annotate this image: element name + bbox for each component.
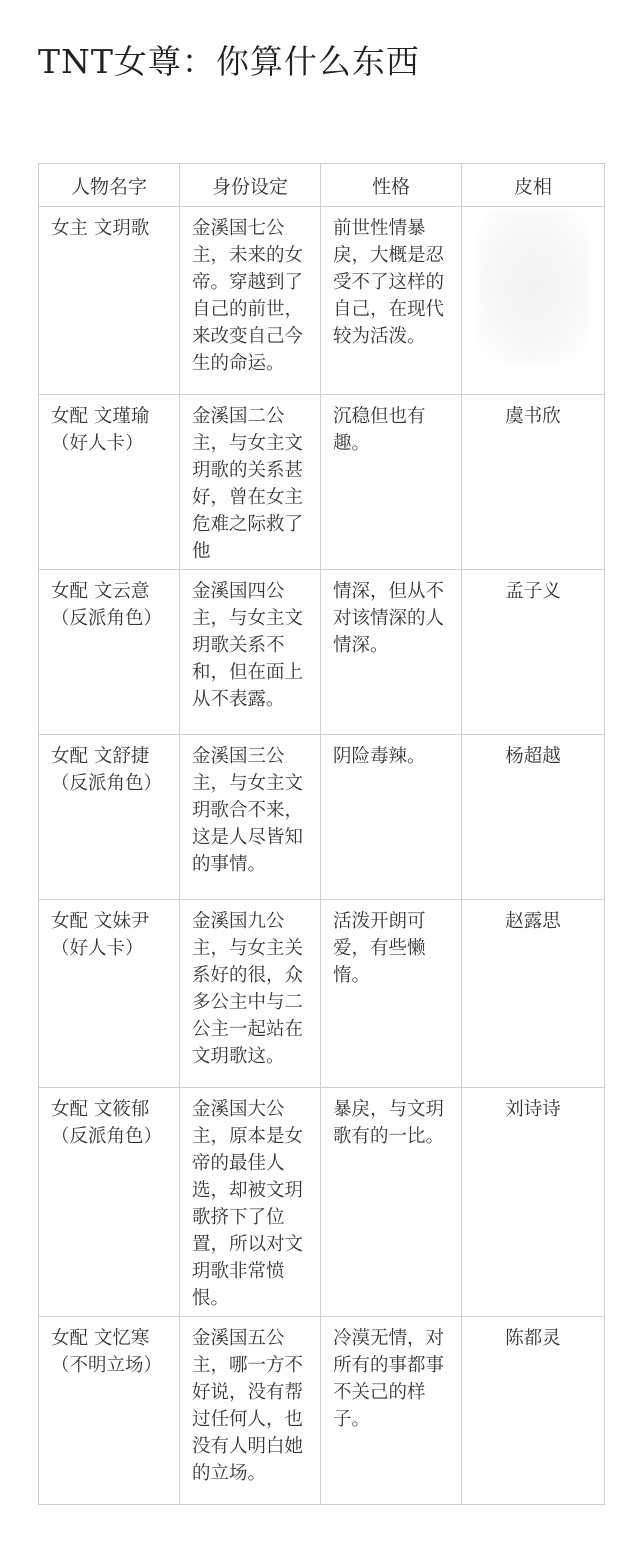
identity-text: 金溪国四公主，与女主文玥歌关系不和，但在面上从不表露。	[192, 581, 304, 710]
cell-name	[39, 900, 180, 1088]
cell-identity	[180, 1317, 321, 1505]
cell-identity	[180, 570, 321, 735]
name-text: 女配 文瑾瑜（好人卡）	[51, 406, 150, 454]
table-row	[39, 570, 605, 735]
cell-actor	[462, 570, 605, 735]
personality-text: 沉稳但也有趣。	[333, 406, 426, 454]
personality-text: 阴险毒辣。	[333, 746, 426, 767]
header-identity: 身份设定	[180, 164, 321, 207]
actor-text: 陈都灵	[505, 1328, 561, 1349]
name-text: 女主 文玥歌	[51, 218, 150, 239]
cell-actor	[462, 735, 605, 900]
cell-identity	[180, 900, 321, 1088]
actor-text: 杨超越	[505, 746, 561, 767]
identity-text: 金溪国五公主，哪一方不好说，没有帮过任何人，也没有人明白她的立场。	[192, 1328, 304, 1484]
actor-text: 刘诗诗	[505, 1099, 561, 1120]
table-row	[39, 735, 605, 900]
personality-text: 活泼开朗可爱，有些懒惰。	[333, 911, 426, 986]
personality-text: 情深，但从不对该情深的人情深。	[333, 581, 445, 656]
personality-text: 前世性情暴戾，大概是忍受不了这样的自己，在现代较为活泼。	[333, 218, 445, 347]
personality-text: 冷漠无情，对所有的事都事不关己的样子。	[333, 1328, 445, 1430]
cell-personality	[321, 735, 462, 900]
cell-personality	[321, 1317, 462, 1505]
cell-actor	[462, 900, 605, 1088]
cell-personality	[321, 900, 462, 1088]
actor-text: 孟子义	[505, 581, 561, 602]
blurred-photo	[478, 211, 588, 361]
identity-text: 金溪国三公主，与女主文玥歌合不来，这是人尽皆知的事情。	[192, 746, 304, 875]
name-text: 女配 文忆寒（不明立场）	[51, 1328, 163, 1376]
header-personality: 性格	[321, 164, 462, 207]
header-actor: 皮相	[462, 164, 605, 207]
table-row	[39, 207, 605, 395]
name-text: 女配 文筱郁（反派角色）	[51, 1099, 163, 1147]
name-text: 女配 文妹尹（好人卡）	[51, 911, 150, 959]
character-table	[38, 163, 605, 1505]
cell-name	[39, 735, 180, 900]
actor-text: 虞书欣	[505, 406, 561, 427]
cell-name	[39, 207, 180, 395]
page-title: TNT女尊：你算什么东西	[38, 42, 420, 81]
identity-text: 金溪国七公主，未来的女帝。穿越到了自己的前世，来改变自己今生的命运。	[192, 218, 304, 374]
name-text: 女配 文舒捷（反派角色）	[51, 746, 163, 794]
cell-actor	[462, 1317, 605, 1505]
cell-actor	[462, 207, 605, 395]
identity-text: 金溪国二公主，与女主文玥歌的关系甚好，曾在女主危难之际救了他	[192, 406, 304, 562]
table-row	[39, 900, 605, 1088]
cell-name	[39, 570, 180, 735]
name-text: 女配 文云意（反派角色）	[51, 581, 163, 629]
table-header-row	[39, 164, 605, 207]
cell-identity	[180, 1088, 321, 1317]
header-name: 人物名字	[39, 164, 180, 207]
table-row	[39, 1088, 605, 1317]
cell-actor	[462, 395, 605, 570]
cell-personality	[321, 570, 462, 735]
cell-personality	[321, 395, 462, 570]
identity-text: 金溪国九公主，与女主关系好的很，众多公主中与二公主一起站在文玥歌这。	[192, 911, 304, 1067]
cell-actor	[462, 1088, 605, 1317]
cell-personality	[321, 207, 462, 395]
identity-text: 金溪国大公主，原本是女帝的最佳人选，却被文玥歌挤下了位置，所以对文玥歌非常愤恨。	[192, 1099, 304, 1309]
table-row	[39, 1317, 605, 1505]
cell-identity	[180, 735, 321, 900]
cell-identity	[180, 395, 321, 570]
actor-text: 赵露思	[505, 911, 561, 932]
cell-name	[39, 1317, 180, 1505]
cell-name	[39, 1088, 180, 1317]
cell-personality	[321, 1088, 462, 1317]
cell-name	[39, 395, 180, 570]
cell-identity	[180, 207, 321, 395]
personality-text: 暴戾，与文玥歌有的一比。	[333, 1099, 445, 1147]
table-row	[39, 395, 605, 570]
